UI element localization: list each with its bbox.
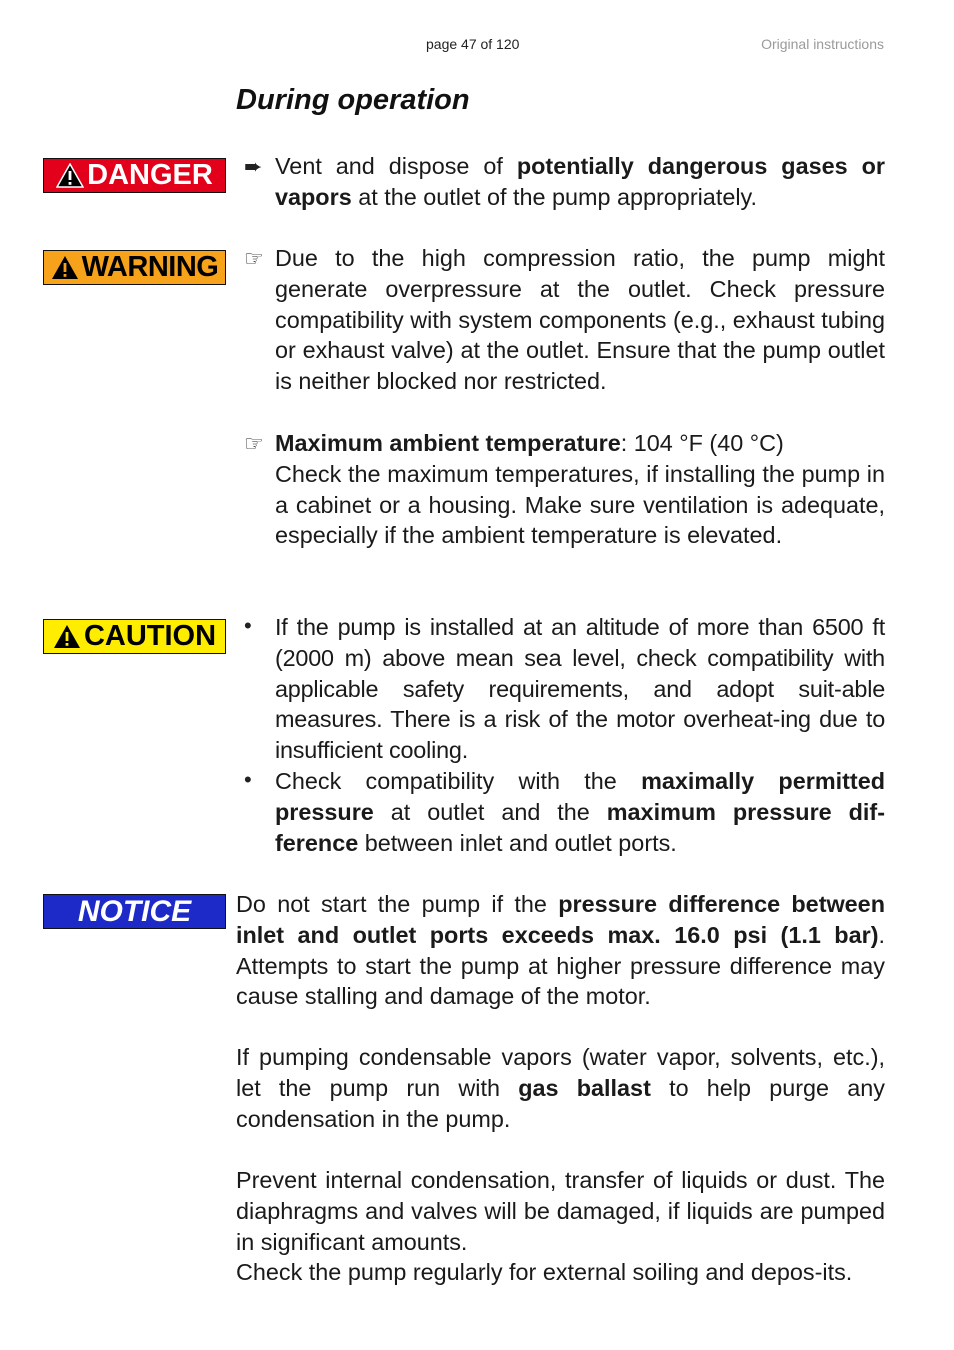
caution-paragraph-1: If the pump is installed at an altitude of more than 6500 ft (2000 m) above mean sea level, check compatibility with applicable safety requirements, and adopt suit-able measures. There is a risk of the motor overheat-ing due to insufficient cooling. bbox=[275, 614, 885, 764]
caution-text-1: Check compatibility with the bbox=[275, 768, 642, 794]
caution-text-2: at outlet and the bbox=[373, 798, 607, 825]
warning-triangle-icon bbox=[56, 163, 84, 188]
caution-text-3: between inlet and outlet ports. bbox=[358, 829, 677, 856]
arrow-icon: ➨ bbox=[244, 154, 263, 179]
caution-bold-2: maximum pressure dif-ference bbox=[275, 798, 885, 856]
danger-text-1: Vent and dispose of bbox=[275, 153, 517, 179]
caution-paragraph-2 bbox=[275, 766, 885, 858]
notice-paragraph-2 bbox=[236, 1042, 885, 1134]
caution-bold-1: maximally permitted pressure bbox=[275, 768, 885, 825]
temperature-line bbox=[275, 428, 885, 459]
pointing-hand-icon: ☞ bbox=[244, 431, 264, 456]
notice-label: NOTICE bbox=[43, 894, 226, 929]
notice-paragraph-1 bbox=[236, 889, 885, 1012]
bullet-marker: • bbox=[244, 613, 252, 638]
caution-label bbox=[43, 619, 226, 654]
warning-paragraph-2 bbox=[275, 428, 885, 551]
warning-triangle-icon bbox=[53, 624, 81, 649]
bullet-marker: • bbox=[244, 767, 252, 792]
notice-paragraph-3 bbox=[236, 1165, 885, 1288]
warning-label bbox=[43, 250, 226, 285]
danger-text-2: at the outlet of the pump appropriately. bbox=[351, 183, 757, 210]
danger-label bbox=[43, 158, 226, 193]
notice-bold-2: gas ballast bbox=[518, 1074, 651, 1101]
caution-label-text: CAUTION bbox=[83, 620, 217, 652]
notice-text-4: to help purge any condensation in the pump. bbox=[236, 1074, 885, 1132]
document-type: Original instructions bbox=[761, 36, 884, 52]
temperature-bold: Maximum ambient temperature bbox=[275, 430, 621, 456]
notice-text-3: If pumping condensable vapors (water vapor, solvents, etc.), let the pump run with bbox=[236, 1044, 885, 1101]
notice-text-2: . Attempts to start the pump at higher pressure difference may cause stalling and damage of the motor. bbox=[236, 921, 885, 1010]
temperature-value: : 104 °F (40 °C) bbox=[620, 430, 784, 456]
danger-paragraph bbox=[275, 151, 885, 213]
warning-paragraph-1: Due to the high compression ratio, the pump might generate overpressure at the outlet. Check pressure compatibility with system components (e.g., exhaust tubing or exhaust valve) at the outlet. Ensure that the pump outlet is neither blocked nor restricted. bbox=[275, 245, 885, 395]
temperature-text: Check the maximum temperatures, if installing the pump in a cabinet or a housing. Make sure ventilation is adequate, especially if the ambient temperature is elevated. bbox=[275, 460, 885, 549]
notice-bold-1: pressure difference between inlet and outlet ports exceeds max. 16.0 psi (1.1 bar) bbox=[236, 891, 885, 948]
notice-text-1: Do not start the pump if the bbox=[236, 891, 559, 917]
warning-label-text: WARNING bbox=[81, 251, 219, 283]
danger-label-text: DANGER bbox=[87, 159, 213, 191]
warning-triangle-icon bbox=[51, 255, 79, 280]
notice-text-5: Prevent internal condensation, transfer of liquids or dust. The diaphragms and valves will be damaged, if liquids are pumped in significant amounts. bbox=[236, 1167, 885, 1255]
page-number: page 47 of 120 bbox=[426, 36, 520, 52]
pointing-hand-icon: ☞ bbox=[244, 246, 264, 271]
section-title: During operation bbox=[236, 84, 470, 116]
danger-bold-1: potentially dangerous gases or vapors bbox=[275, 153, 885, 210]
notice-text-6: Check the pump regularly for external soiling and depos-its. bbox=[236, 1259, 853, 1286]
